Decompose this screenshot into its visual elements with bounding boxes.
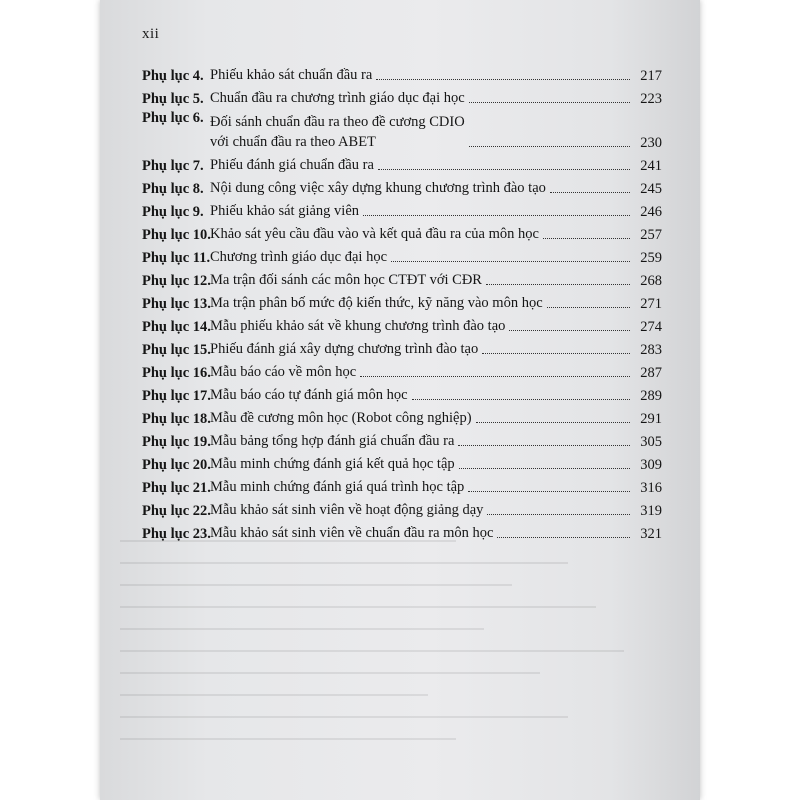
dot-leader	[378, 169, 630, 170]
toc-entry-title: Phiếu đánh giá chuẩn đầu ra	[210, 157, 374, 173]
toc-entry-page: 305	[640, 434, 662, 450]
toc-entry-label: Phụ lục 23.	[142, 526, 211, 542]
toc-entry-title: Mẫu phiếu khảo sát về khung chương trình đào tạo	[210, 318, 506, 334]
toc-entry-title: Mẫu báo cáo tự đánh giá môn học	[210, 387, 408, 403]
page-number: xii	[142, 26, 160, 42]
toc-entry-title: Khảo sát yêu cầu đầu vào và kết quả đầu ra của môn học	[210, 226, 539, 242]
toc-entry-title: Chuẩn đầu ra chương trình giáo dục đại học	[210, 90, 465, 106]
dot-leader	[363, 215, 630, 216]
toc-entry-page: 246	[640, 204, 662, 220]
toc-entry-page: 241	[640, 158, 662, 174]
toc-entry	[142, 267, 662, 290]
toc-entry-page: 217	[640, 68, 662, 84]
dot-leader	[412, 399, 630, 400]
toc-entry	[142, 428, 662, 451]
toc-entry-title: Mẫu khảo sát sinh viên về chuẩn đầu ra môn học	[210, 525, 494, 541]
toc-entry	[142, 405, 662, 428]
toc-entry	[142, 497, 662, 520]
dot-leader	[509, 330, 630, 331]
toc-entry-label: Phụ lục 21.	[142, 480, 211, 496]
toc-entry-title: Mẫu minh chứng đánh giá quá trình học tập	[210, 479, 465, 495]
toc-entry-label: Phụ lục 14.	[142, 319, 211, 335]
toc-entry-label: Phụ lục 5.	[142, 91, 204, 107]
dot-leader	[543, 238, 630, 239]
toc-entry-title: Nội dung công việc xây dựng khung chương trình đào tạo	[210, 180, 546, 196]
dot-leader	[469, 146, 630, 147]
toc-entry-page: 271	[640, 296, 662, 312]
toc-entry-page: 319	[640, 503, 662, 519]
dot-leader	[487, 514, 630, 515]
toc-entry-page: 274	[640, 319, 662, 335]
toc-entry-page: 257	[640, 227, 662, 243]
toc-entry	[142, 198, 662, 221]
toc-entry-page: 289	[640, 388, 662, 404]
table-of-contents	[142, 62, 662, 543]
toc-entry-label: Phụ lục 10.	[142, 227, 211, 243]
toc-entry-page: 259	[640, 250, 662, 266]
toc-entry	[142, 221, 662, 244]
toc-entry-label: Phụ lục 19.	[142, 434, 211, 450]
toc-entry-page: 321	[640, 526, 662, 542]
toc-entry-page: 283	[640, 342, 662, 358]
dot-leader	[468, 491, 630, 492]
toc-entry-title: Mẫu minh chứng đánh giá kết quả học tập	[210, 456, 455, 472]
dot-leader	[497, 537, 630, 538]
dot-leader	[458, 445, 630, 446]
toc-entry-label: Phụ lục 16.	[142, 365, 211, 381]
dot-leader	[550, 192, 630, 193]
toc-entry-title-continuation: với chuẩn đầu ra theo ABET	[210, 134, 376, 150]
toc-entry-label: Phụ lục 4.	[142, 68, 204, 84]
toc-entry-label: Phụ lục 13.	[142, 296, 211, 312]
toc-entry	[142, 520, 662, 543]
toc-entry	[142, 336, 662, 359]
toc-entry	[142, 474, 662, 497]
toc-entry-title: Mẫu báo cáo về môn học	[210, 364, 357, 380]
toc-entry	[142, 85, 662, 108]
toc-entry-label: Phụ lục 20.	[142, 457, 211, 473]
toc-entry-label: Phụ lục 12.	[142, 273, 211, 289]
toc-entry	[142, 290, 662, 313]
toc-entry-label: Phụ lục 17.	[142, 388, 211, 404]
toc-entry-title: Phiếu đánh giá xây dựng chương trình đào tạo	[210, 341, 479, 357]
dot-leader	[476, 422, 630, 423]
toc-entry-title: Chương trình giáo dục đại học	[210, 249, 388, 265]
dot-leader	[360, 376, 630, 377]
toc-entry-title: Mẫu khảo sát sinh viên về hoạt động giảng dạy	[210, 502, 484, 518]
toc-entry-label: Phụ lục 7.	[142, 158, 204, 174]
toc-entry-page: 245	[640, 181, 662, 197]
toc-entry-title: Mẫu đề cương môn học (Robot công nghiệp)	[210, 410, 472, 426]
toc-entry-page: 268	[640, 273, 662, 289]
toc-entry-label: Phụ lục 6.	[142, 110, 204, 126]
toc-entry-page: 287	[640, 365, 662, 381]
toc-entry	[142, 244, 662, 267]
toc-entry-title: Ma trận phân bố mức độ kiến thức, kỹ năng vào môn học	[210, 295, 543, 311]
toc-entry	[142, 313, 662, 336]
bleed-through-texture	[120, 540, 680, 800]
toc-entry-label: Phụ lục 8.	[142, 181, 204, 197]
toc-entry-title: Phiếu khảo sát giảng viên	[210, 203, 360, 219]
dot-leader	[547, 307, 630, 308]
toc-entry	[142, 359, 662, 382]
toc-entry-title: Ma trận đối sánh các môn học CTĐT với CĐR	[210, 272, 482, 288]
toc-entry	[142, 62, 662, 85]
dot-leader	[482, 353, 630, 354]
toc-entry	[142, 108, 662, 152]
dot-leader	[486, 284, 630, 285]
toc-entry-label: Phụ lục 11.	[142, 250, 211, 266]
toc-entry-page: 230	[640, 135, 662, 151]
dot-leader	[469, 102, 630, 103]
toc-entry	[142, 451, 662, 474]
toc-entry-label: Phụ lục 9.	[142, 204, 204, 220]
toc-entry-page: 309	[640, 457, 662, 473]
toc-entry-label: Phụ lục 22.	[142, 503, 211, 519]
toc-entry-page: 223	[640, 91, 662, 107]
toc-entry-title: Mẫu bảng tổng hợp đánh giá chuẩn đầu ra	[210, 433, 455, 449]
toc-entry	[142, 382, 662, 405]
toc-entry-page: 291	[640, 411, 662, 427]
toc-entry-label: Phụ lục 15.	[142, 342, 211, 358]
toc-entry-page: 316	[640, 480, 662, 496]
book-page	[100, 0, 700, 800]
dot-leader	[459, 468, 630, 469]
toc-entry-title: Đối sánh chuẩn đầu ra theo đề cương CDIO	[210, 114, 465, 130]
toc-entry-title: Phiếu khảo sát chuẩn đầu ra	[210, 67, 373, 83]
toc-entry-label: Phụ lục 18.	[142, 411, 211, 427]
dot-leader	[376, 79, 630, 80]
toc-entry	[142, 152, 662, 175]
toc-entry	[142, 175, 662, 198]
dot-leader	[391, 261, 630, 262]
